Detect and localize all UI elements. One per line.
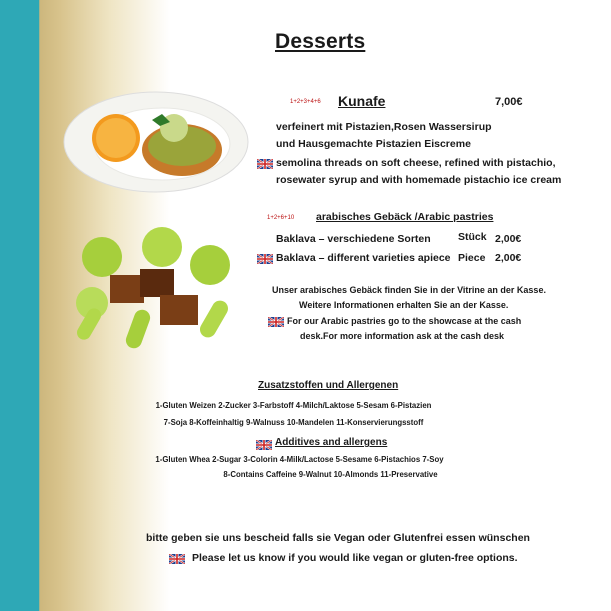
uk-flag-icon <box>257 254 273 264</box>
kunafe-name: Kunafe <box>338 93 386 109</box>
baklava-en-price: 2,00€ <box>495 252 522 264</box>
allergens-list-en-2: 8-Contains Caffeine 9-Walnut 10-Almonds 11-Preservative <box>223 470 438 479</box>
footer-en: Please let us know if you would like vegan or gluten-free options. <box>192 552 518 564</box>
arabic-pastries-heading: arabisches Gebäck /Arabic pastries <box>316 211 494 223</box>
arabic-note-en-1: For our Arabic pastries go to the showcase at the cash <box>287 316 522 326</box>
arabic-note-de-1: Unser arabisches Gebäck finden Sie in der Vitrine an der Kasse. <box>272 285 546 295</box>
arabic-allergen-codes: 1+2+6+10 <box>267 215 295 221</box>
allergens-heading-en: Additives and allergens <box>275 437 388 448</box>
kunafe-desc-en-2: rosewater syrup and with homemade pistachio ice cream <box>276 174 562 186</box>
baklava-de-name: Baklava – verschiedene Sorten <box>276 233 431 245</box>
uk-flag-icon <box>169 554 185 564</box>
baklava-de-unit: Stück <box>458 231 487 243</box>
allergens-list-de-2: 7-Soja 8-Koffeinhaltig 9-Walnuss 10-Mandelen 11-Konservierungsstoff <box>163 418 424 427</box>
uk-flag-icon <box>268 317 284 327</box>
kunafe-desc-de-1: verfeinert mit Pistazien,Rosen Wassersirup <box>276 121 492 133</box>
kunafe-price: 7,00€ <box>495 96 523 108</box>
arabic-note-de-2: Weitere Informationen erhalten Sie an der Kasse. <box>299 300 509 310</box>
allergens-heading-de: Zusatzstoffen und Allergenen <box>258 380 399 391</box>
kunafe-plate-image <box>54 80 254 200</box>
arabic-note-en-2: desk.For more information ask at the cash desk <box>300 331 505 341</box>
page-title: Desserts <box>275 30 366 53</box>
allergens-list-de-1: 1-Gluten Weizen 2-Zucker 3-Farbstoff 4-Milch/Laktose 5-Sesam 6-Pistazien <box>155 401 432 410</box>
baklava-pastries-image <box>62 225 242 365</box>
footer-de: bitte geben sie uns bescheid falls sie Vegan oder Glutenfrei essen wünschen <box>146 532 530 544</box>
kunafe-desc-de-2: und Hausgemachte Pistazien Eiscreme <box>276 138 471 150</box>
baklava-en-name: Baklava – different varieties apiece <box>276 252 451 264</box>
allergens-list-en-1: 1-Gluten Whea 2-Sugar 3-Colorin 4-Milk/Lactose 5-Sesame 6-Pistachios 7-Soy <box>155 455 444 464</box>
uk-flag-icon <box>256 440 272 450</box>
uk-flag-icon <box>257 159 273 169</box>
baklava-en-unit: Piece <box>458 252 486 264</box>
teal-side-bar <box>0 0 39 611</box>
baklava-de-price: 2,00€ <box>495 233 522 245</box>
kunafe-allergen-codes: 1+2+3+4+6 <box>290 99 321 105</box>
kunafe-desc-en-1: semolina threads on soft cheese, refined with pistachio, <box>276 157 556 169</box>
